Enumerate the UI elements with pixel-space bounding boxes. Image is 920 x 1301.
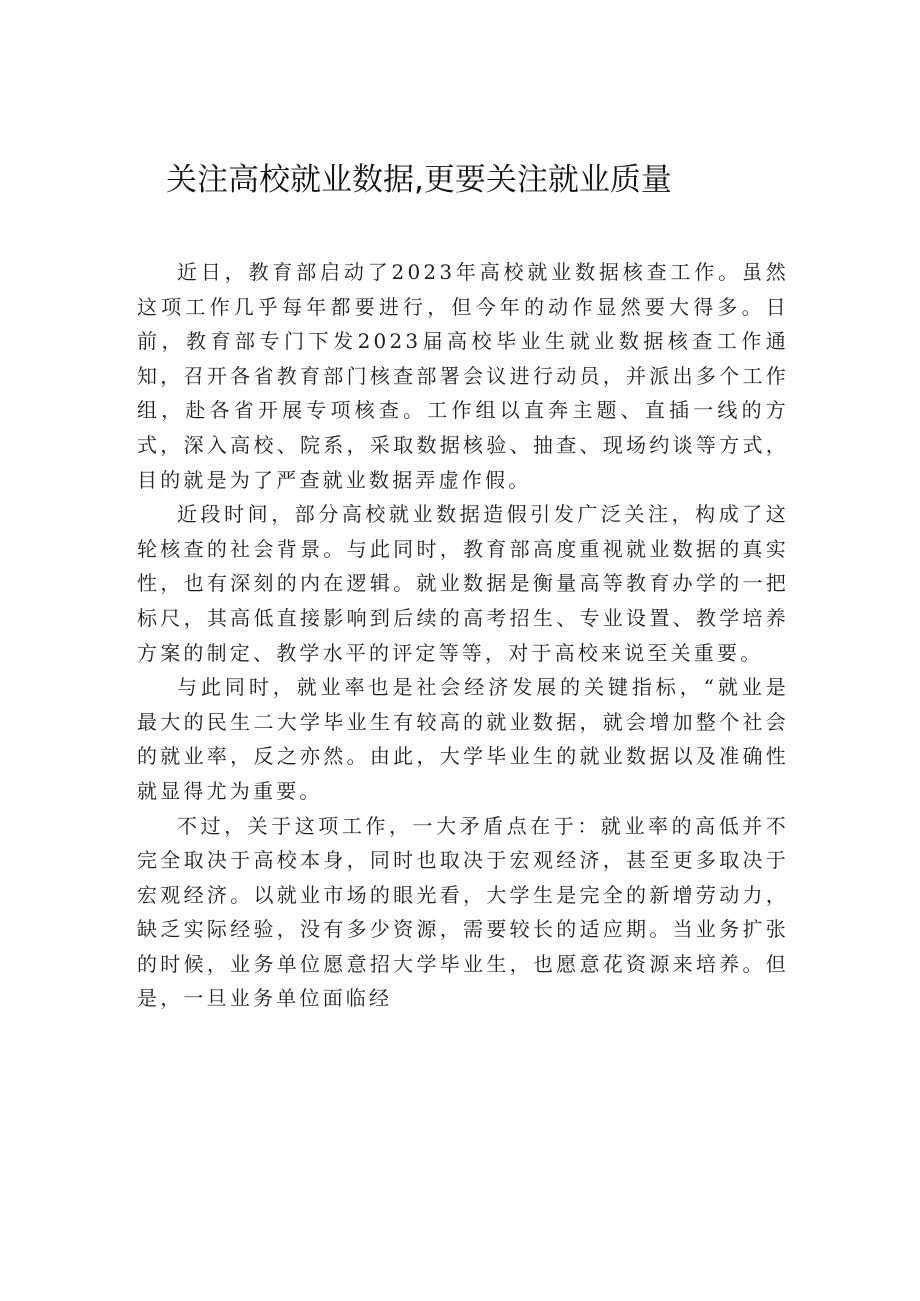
paragraph-1: 近日，教育部启动了2023年高校就业数据核查工作。虽然这项工作几乎每年都要进行，但今年的动作显然要大得多。日前，教育部专门下发2023届高校毕业生就业数据核查工作通知，召开各省教育部门核查部署会议进行动员，并派出多个工作组，赴各省开展专项核查。工作组以直奔主题、直插一线的方式，深入高校、院系，采取数据核验、抽查、现场约谈等方式，目的就是为了严查就业数据弄虚作假。 <box>137 260 789 492</box>
paragraph-2: 近段时间，部分高校就业数据造假引发广泛关注，构成了这轮核查的社会背景。与此同时，教育部高度重视就业数据的真实性，也有深刻的内在逻辑。就业数据是衡量高等教育办学的一把标尺，其高低直接影响到后续的高考招生、专业设置、教学培养方案的制定、教学水平的评定等等，对于高校来说至关重要。 <box>137 502 789 665</box>
document-title: 关注高校就业数据,更要关注就业质量 <box>166 162 672 198</box>
paragraph-3: 与此同时，就业率也是社会经济发展的关键指标，“就业是最大的民生二大学毕业生有较高的就业数据，就会增加整个社会的就业率，反之亦然。由此，大学毕业生的就业数据以及准确性就显得尤为重要。 <box>137 675 789 803</box>
paragraph-4: 不过，关于这项工作，一大矛盾点在于：就业率的高低并不完全取决于高校本身，同时也取决于宏观经济，甚至更多取决于宏观经济。以就业市场的眼光看，大学生是完全的新增劳动力，缺乏实际经验，没有多少资源，需要较长的适应期。当业务扩张的时候，业务单位愿意招大学毕业生，也愿意花资源来培养。但是，一旦业务单位面临经 <box>137 813 789 1011</box>
document-body <box>137 255 789 1016</box>
